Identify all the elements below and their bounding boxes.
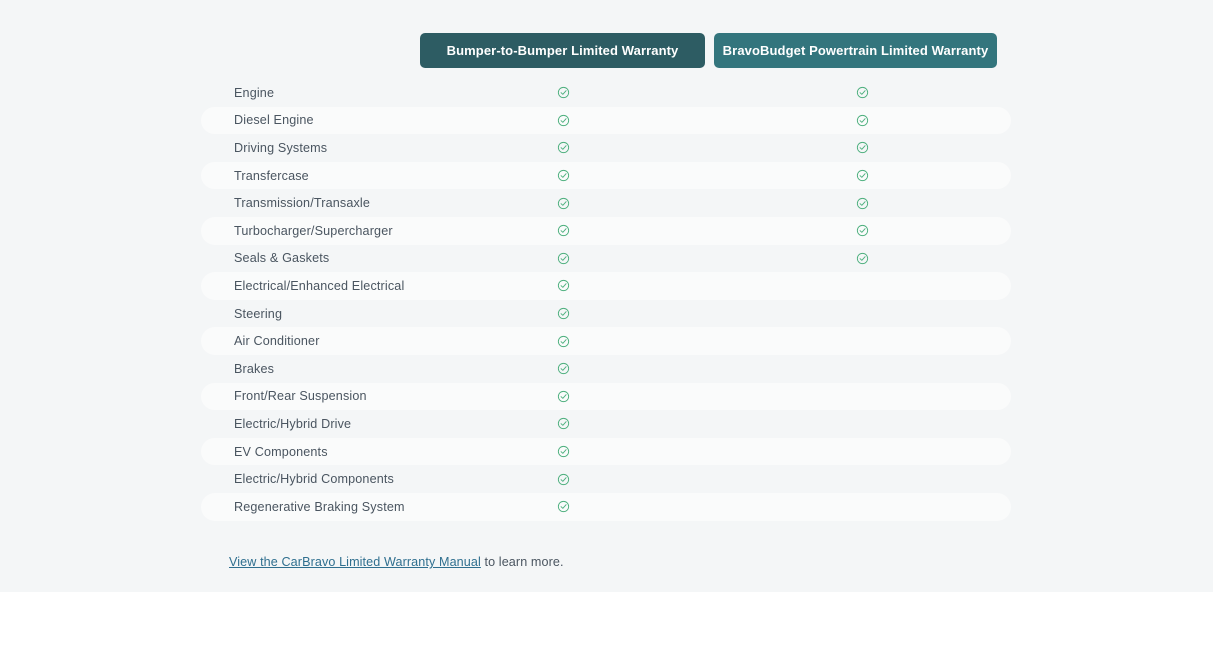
coverage-item-label: Turbocharger/Supercharger [234,223,393,238]
coverage-item-label: Electric/Hybrid Drive [234,416,352,431]
coverage-item-label: Seals & Gaskets [234,251,330,266]
coverage-item-label: Front/Rear Suspension [234,389,367,404]
check-circle-icon [856,252,869,265]
check-circle-icon [557,500,570,513]
table-row [201,272,1011,300]
check-circle-icon [856,224,869,237]
table-row [201,134,1011,162]
coverage-item-label: Electric/Hybrid Components [234,472,394,487]
table-row [201,245,1011,273]
table-row [201,493,1011,521]
check-circle-icon [557,141,570,154]
coverage-item-label: Brakes [234,361,275,376]
table-row [201,107,1011,135]
coverage-item-label: Engine [234,85,275,100]
coverage-item-label: Air Conditioner [234,334,320,349]
footer-suffix: to learn more. [480,555,564,569]
table-row [201,355,1011,383]
table-row [201,162,1011,190]
check-circle-icon [557,197,570,210]
check-circle-icon [557,307,570,320]
check-circle-icon [557,86,570,99]
check-circle-icon [557,445,570,458]
check-circle-icon [856,169,869,182]
table-row [201,410,1011,438]
table-row [201,217,1011,245]
table-row [201,327,1011,355]
check-circle-icon [856,141,869,154]
coverage-item-label: Driving Systems [234,140,328,155]
coverage-comparison-table [201,79,1011,521]
tab-bravobudget-powertrain-limited-warranty[interactable] [714,33,997,68]
check-circle-icon [856,197,869,210]
coverage-item-label: Regenerative Braking System [234,499,405,514]
coverage-item-label: Transmission/Transaxle [234,196,371,211]
footer-note [229,555,564,569]
tab-label: BravoBudget Powertrain Limited Warranty [722,43,989,58]
table-row [201,383,1011,411]
warranty-tab-list [420,33,997,68]
check-circle-icon [856,114,869,127]
tab-bumper-to-bumper-limited-warranty[interactable] [420,33,705,68]
coverage-item-label: Transfercase [234,168,309,183]
table-row [201,189,1011,217]
check-circle-icon [557,224,570,237]
check-circle-icon [557,335,570,348]
check-circle-icon [557,362,570,375]
check-circle-icon [557,473,570,486]
check-circle-icon [557,114,570,127]
tab-label: Bumper-to-Bumper Limited Warranty [446,43,679,58]
check-circle-icon [557,252,570,265]
table-row [201,300,1011,328]
check-circle-icon [557,417,570,430]
coverage-item-label: Electrical/Enhanced Electrical [234,278,405,293]
table-row [201,79,1011,107]
coverage-item-label: Diesel Engine [234,113,314,128]
check-circle-icon [856,86,869,99]
coverage-item-label: Steering [234,306,283,321]
check-circle-icon [557,169,570,182]
check-circle-icon [557,390,570,403]
warranty-manual-link[interactable]: View the CarBravo Limited Warranty Manual [229,555,481,569]
check-circle-icon [557,279,570,292]
table-row [201,465,1011,493]
table-row [201,438,1011,466]
coverage-item-label: EV Components [234,444,328,459]
page-bottom-spacer [0,592,1213,648]
